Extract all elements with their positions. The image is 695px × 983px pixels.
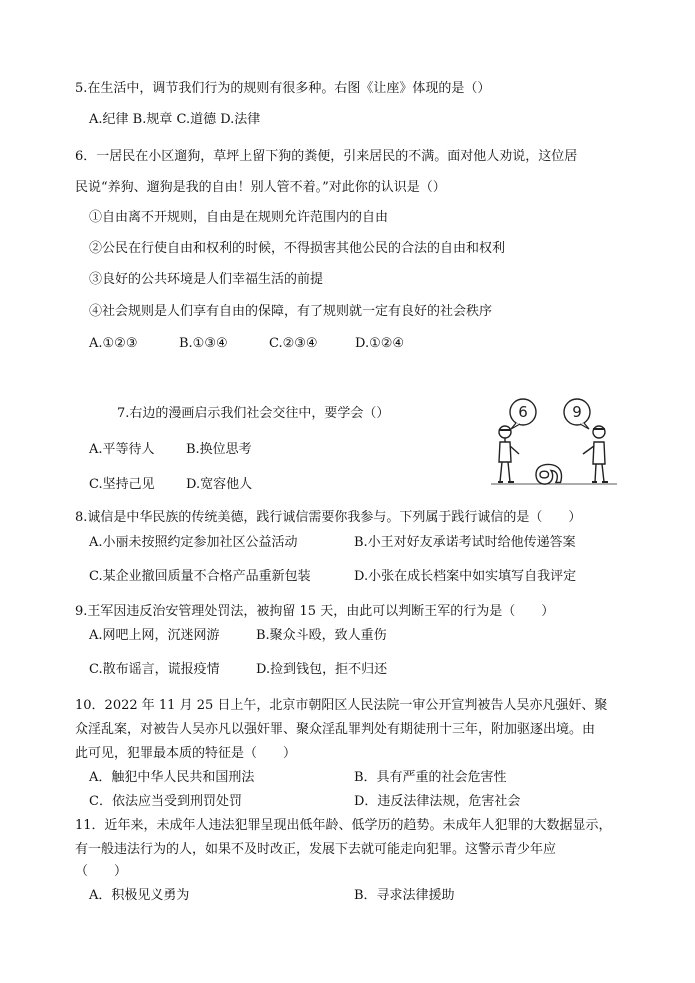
q8-stem: 8.诚信是中华民族的传统美德，践行诚信需要你我参与。下列属于践行诚信的是（ ） [75, 510, 582, 525]
q11-stem-line-1: 11．近年来，未成年人违法犯罪呈现出低年龄、低学历的趋势。未成年人犯罪的大数据显示， [75, 818, 612, 833]
q6-option-a: A.①②③ [89, 336, 138, 351]
q6-item-2: ②公民在行使自由和权利的时候，不得损害其他公民的合法的自由和权利 [89, 241, 506, 256]
q8-option-b: B.小王对好友承诺考试时给他传递答案 [354, 535, 576, 550]
q11-option-a: A．积极见义勇为 [89, 888, 190, 903]
q7-option-c: C.坚持己见 [89, 477, 155, 492]
q9-option-a: A.网吧上网，沉迷网游 [89, 628, 220, 643]
q6-item-1: ①自由离不开规则，自由是在规则允许范围内的自由 [89, 210, 389, 225]
q6-stem-line-1: 6．一居民在小区遛狗，草坪上留下狗的粪便，引来居民的不满。面对他人劝说，这位居 [75, 149, 578, 164]
q6-stem-line-2: 民说“养狗、遛狗是我的自由！别人管不着。”对此你的认识是（） [75, 180, 446, 195]
q10-option-a: A．触犯中华人民共和国刑法 [89, 770, 255, 785]
speech-bubble-right [564, 399, 590, 429]
bubble-digit-right: 9 [572, 403, 582, 421]
q5-stem: 5.在生活中，调节我们行为的规则有很多种。右图《让座》体现的是（） [75, 81, 491, 96]
bubble-digit-left: 6 [518, 403, 528, 421]
speech-bubble-left [510, 399, 536, 429]
q8-option-c: C.某企业撤回质量不合格产品重新包装 [89, 569, 311, 584]
q6-item-4: ④社会规则是人们享有自由的保障，有了规则就一定有良好的社会秩序 [89, 304, 493, 319]
q7-option-d: D.宽容他人 [186, 477, 253, 492]
q11-option-b: B．寻求法律援助 [354, 888, 455, 903]
q10-option-b: B．具有严重的社会危害性 [354, 770, 507, 785]
q10-stem-line-3: 此可见，犯罪最本质的特征是（ ） [75, 746, 297, 761]
cartoon-illustration [489, 396, 619, 488]
q6-option-c: C.②③④ [269, 336, 318, 351]
person-left-icon [498, 426, 519, 482]
ground-digit [530, 462, 570, 486]
ground-digit-text: 9 [530, 462, 570, 486]
q7-stem: 7.右边的漫画启示我们社会交往中，要学会（） [117, 406, 390, 421]
q6-option-d: D.①②④ [355, 336, 405, 351]
q8-option-d: D.小张在成长档案中如实填写自我评定 [354, 569, 577, 584]
q10-option-d: D．违反法律法规，危害社会 [354, 794, 521, 809]
q6-item-3: ③良好的公共环境是人们幸福生活的前提 [89, 272, 324, 287]
q5-options: A.纪律 B.规章 C.道德 D.法律 [89, 112, 261, 127]
q9-option-d: D.捡到钱包，拒不归还 [256, 662, 388, 677]
q9-option-b: B.聚众斗殴，致人重伤 [256, 628, 387, 643]
q10-stem-line-1: 10．2022 年 11 月 25 日上午，北京市朝阳区人民法院一审公开宣判被告人吴亦凡强奸、聚 [75, 698, 608, 713]
q11-stem-line-2: 有一般违法行为的人，如果不及时改正，发展下去就可能走向犯罪。这警示青少年应 [75, 842, 557, 857]
q9-option-c: C.散布谣言，谎报疫情 [89, 662, 220, 677]
person-right-icon [583, 426, 608, 482]
q10-stem-line-2: 众淫乱案，对被告人吴亦凡以强奸罪、聚众淫乱罪判处有期徒刑十三年，附加驱逐出境。由 [75, 722, 596, 737]
q7-option-b: B.换位思考 [186, 442, 252, 457]
q8-option-a: A.小丽未按照约定参加社区公益活动 [89, 535, 298, 550]
q10-option-c: C．依法应当受到刑罚处罚 [89, 794, 242, 809]
q11-stem-line-3: （ ） [75, 864, 128, 879]
q7-option-a: A.平等待人 [89, 442, 155, 457]
q9-stem: 9.王军因违反治安管理处罚法，被拘留 15 天，由此可以判断王军的行为是（ ） [75, 604, 555, 619]
q6-option-b: B.①③④ [179, 336, 228, 351]
